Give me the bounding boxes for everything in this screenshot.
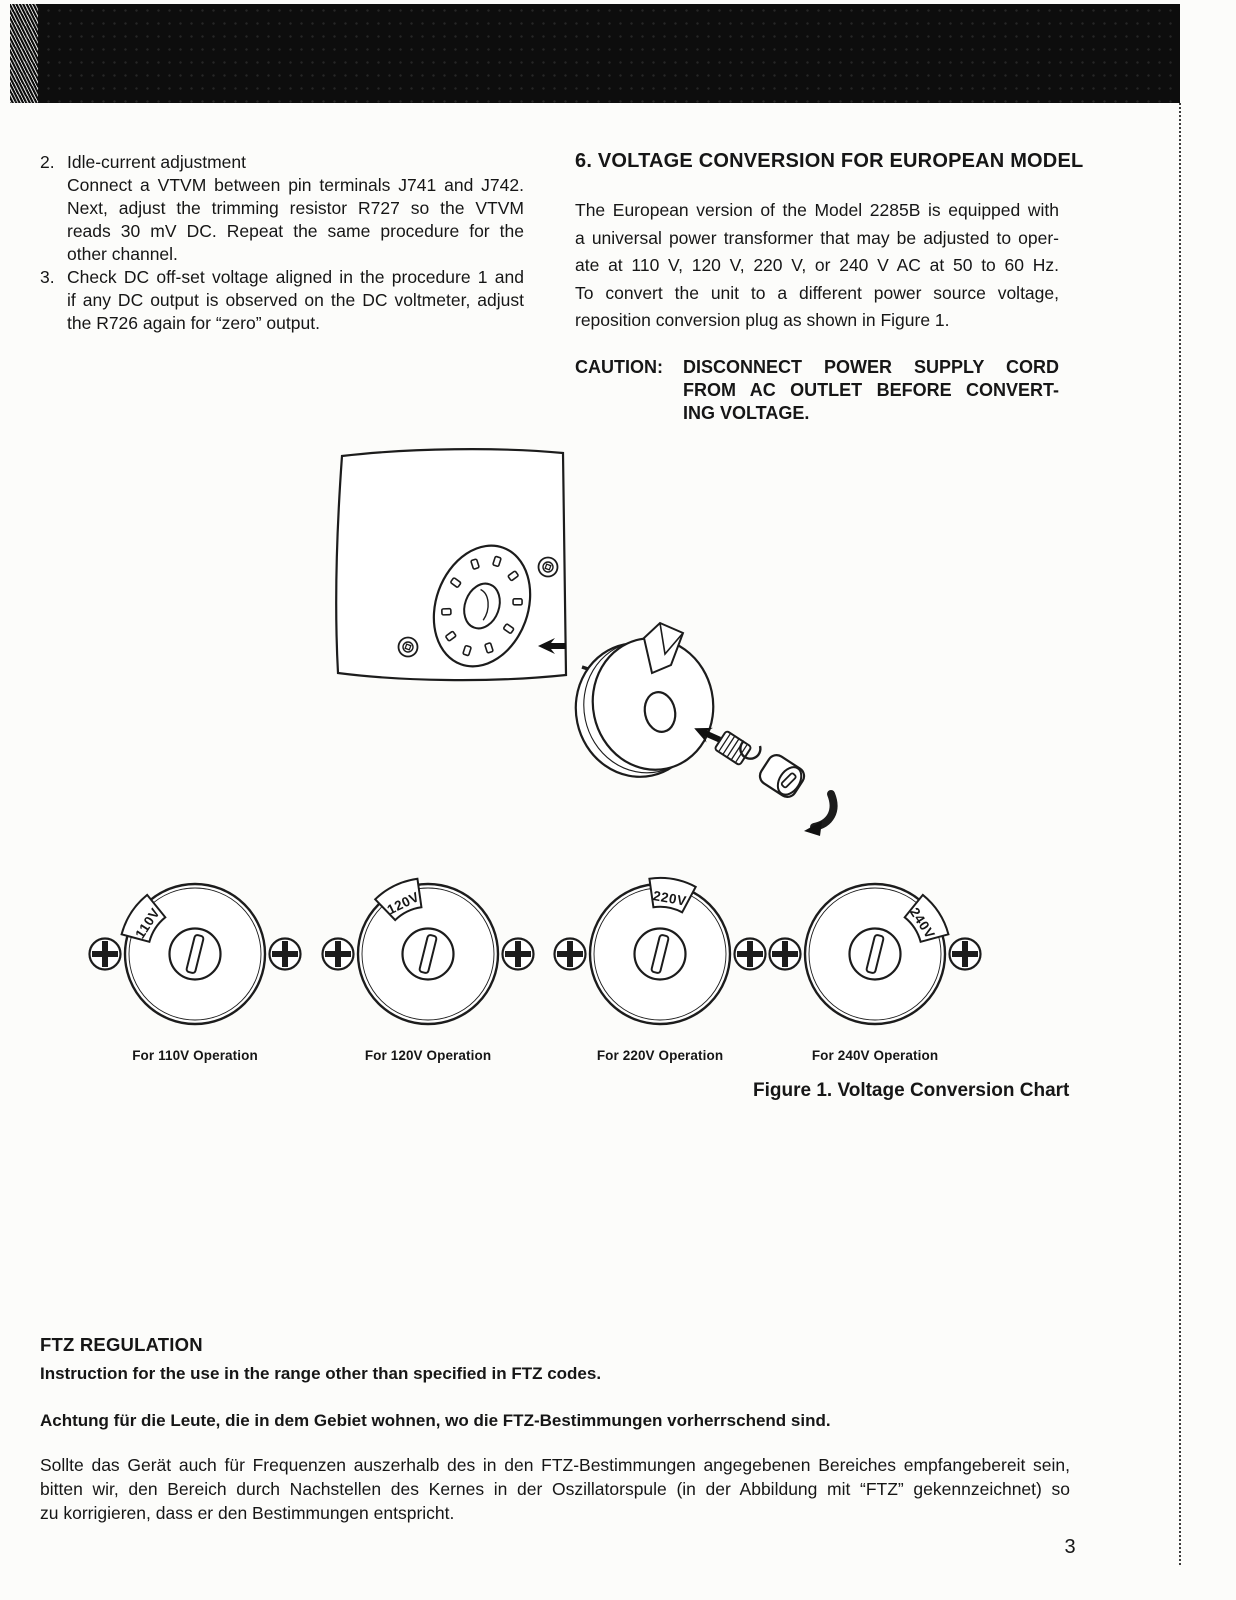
screw-icon xyxy=(399,638,418,657)
dial-120v xyxy=(316,866,540,1063)
dial-110v xyxy=(83,866,307,1063)
plug-screw xyxy=(714,731,833,836)
item-body: Check DC off-set voltage aligned in the procedure 1 and if any DC output is observed on the DC voltmeter, adjust the R726 again for “zero” output. xyxy=(67,267,524,333)
conversion-plug xyxy=(563,623,725,788)
dial-caption: For 220V Operation xyxy=(596,1048,724,1063)
screw-icon xyxy=(735,939,766,970)
chassis-panel xyxy=(336,449,566,680)
screw-icon xyxy=(503,939,534,970)
item-body: Connect a VTVM between pin terminals J741 and J742. Next, adjust the trimming resistor R727 so the VTVM reads 30 mV DC. Repeat the same procedure for the other channel. xyxy=(67,175,524,264)
dial-tab-label: 240V xyxy=(906,904,938,942)
dial-240v-drawing xyxy=(763,866,987,1046)
dial-110v-drawing xyxy=(83,866,307,1046)
item-number: 2. xyxy=(40,152,55,172)
ftz-heading: FTZ REGULATION xyxy=(40,1334,203,1355)
ftz-regulation-section xyxy=(40,1334,1070,1525)
screw-icon xyxy=(270,939,301,970)
ftz-german-body: Sollte das Gerät auch für Frequenzen auszerhalb des in den FTZ-Bestimmungen angegebenen Bereiches empfangebereit sein, bitten wir, den Bereich durch Nachstellen des Kernes in der Oszillatorspule (in der Abbildung mit “FTZ” gekennzeichnet) so zu korrigieren, dass er den Bestimmungen entspricht. xyxy=(40,1455,1070,1523)
dial-caption: For 110V Operation xyxy=(132,1048,258,1063)
screw-icon xyxy=(323,939,354,970)
left-column xyxy=(40,151,524,335)
screw-icon xyxy=(950,939,981,970)
right-column xyxy=(575,150,1084,425)
dial-120v-drawing xyxy=(316,866,540,1046)
dial-caption: For 120V Operation xyxy=(364,1048,492,1063)
scan-grain xyxy=(4,4,38,103)
dial-tab-label: 120V xyxy=(384,889,422,918)
item-title: Idle-current adjustment xyxy=(67,152,246,172)
list-item-3 xyxy=(40,266,524,335)
screw-icon xyxy=(770,939,801,970)
top-black-banner xyxy=(10,4,1180,103)
item-number: 3. xyxy=(40,267,55,287)
caution-text: DISCONNECT POWER SUPPLY CORD FROM AC OUTLET BEFORE CONVERT- ING VOLTAGE. xyxy=(683,356,1059,423)
caution-note xyxy=(575,356,1059,425)
dial-tab-label: 220V xyxy=(651,888,688,909)
section-body: The European version of the Model 2285B is equipped with a universal power transformer that may be adjusted to oper- ate at 110 V, 120 V, 220 V, or 240 V AC at 50 to 60 Hz. To convert the unit to a different power source voltage, reposition conversion plug as shown in Figure 1. xyxy=(575,200,1059,330)
exploded-view-illustration xyxy=(300,430,860,840)
caution-label: CAUTION: xyxy=(575,356,663,377)
page-number: 3 xyxy=(1064,1536,1076,1558)
screw-icon xyxy=(90,939,121,970)
dial-220v-drawing xyxy=(548,866,772,1046)
dial-220v xyxy=(548,866,772,1063)
plug-cap xyxy=(757,752,808,801)
list-item-2 xyxy=(40,151,524,266)
section-heading: 6. VOLTAGE CONVERSION FOR EUROPEAN MODEL xyxy=(575,150,1084,172)
screw-icon xyxy=(555,939,586,970)
dial-caption: For 240V Operation xyxy=(811,1048,939,1063)
screw-icon xyxy=(539,558,558,577)
figure-caption: Figure 1. Voltage Conversion Chart xyxy=(753,1080,1070,1101)
dial-240v xyxy=(763,866,987,1063)
right-dotted-rule xyxy=(1179,103,1181,1565)
rotate-arrow-icon xyxy=(814,794,834,827)
ftz-subheading: Instruction for the use in the range other than specified in FTZ codes. xyxy=(40,1364,602,1383)
dial-tab-label: 110V xyxy=(132,905,163,942)
ftz-achtung-line: Achtung für die Leute, die in dem Gebiet wohnen, wo die FTZ-Bestimmungen vorherrschend sind. xyxy=(40,1411,831,1430)
